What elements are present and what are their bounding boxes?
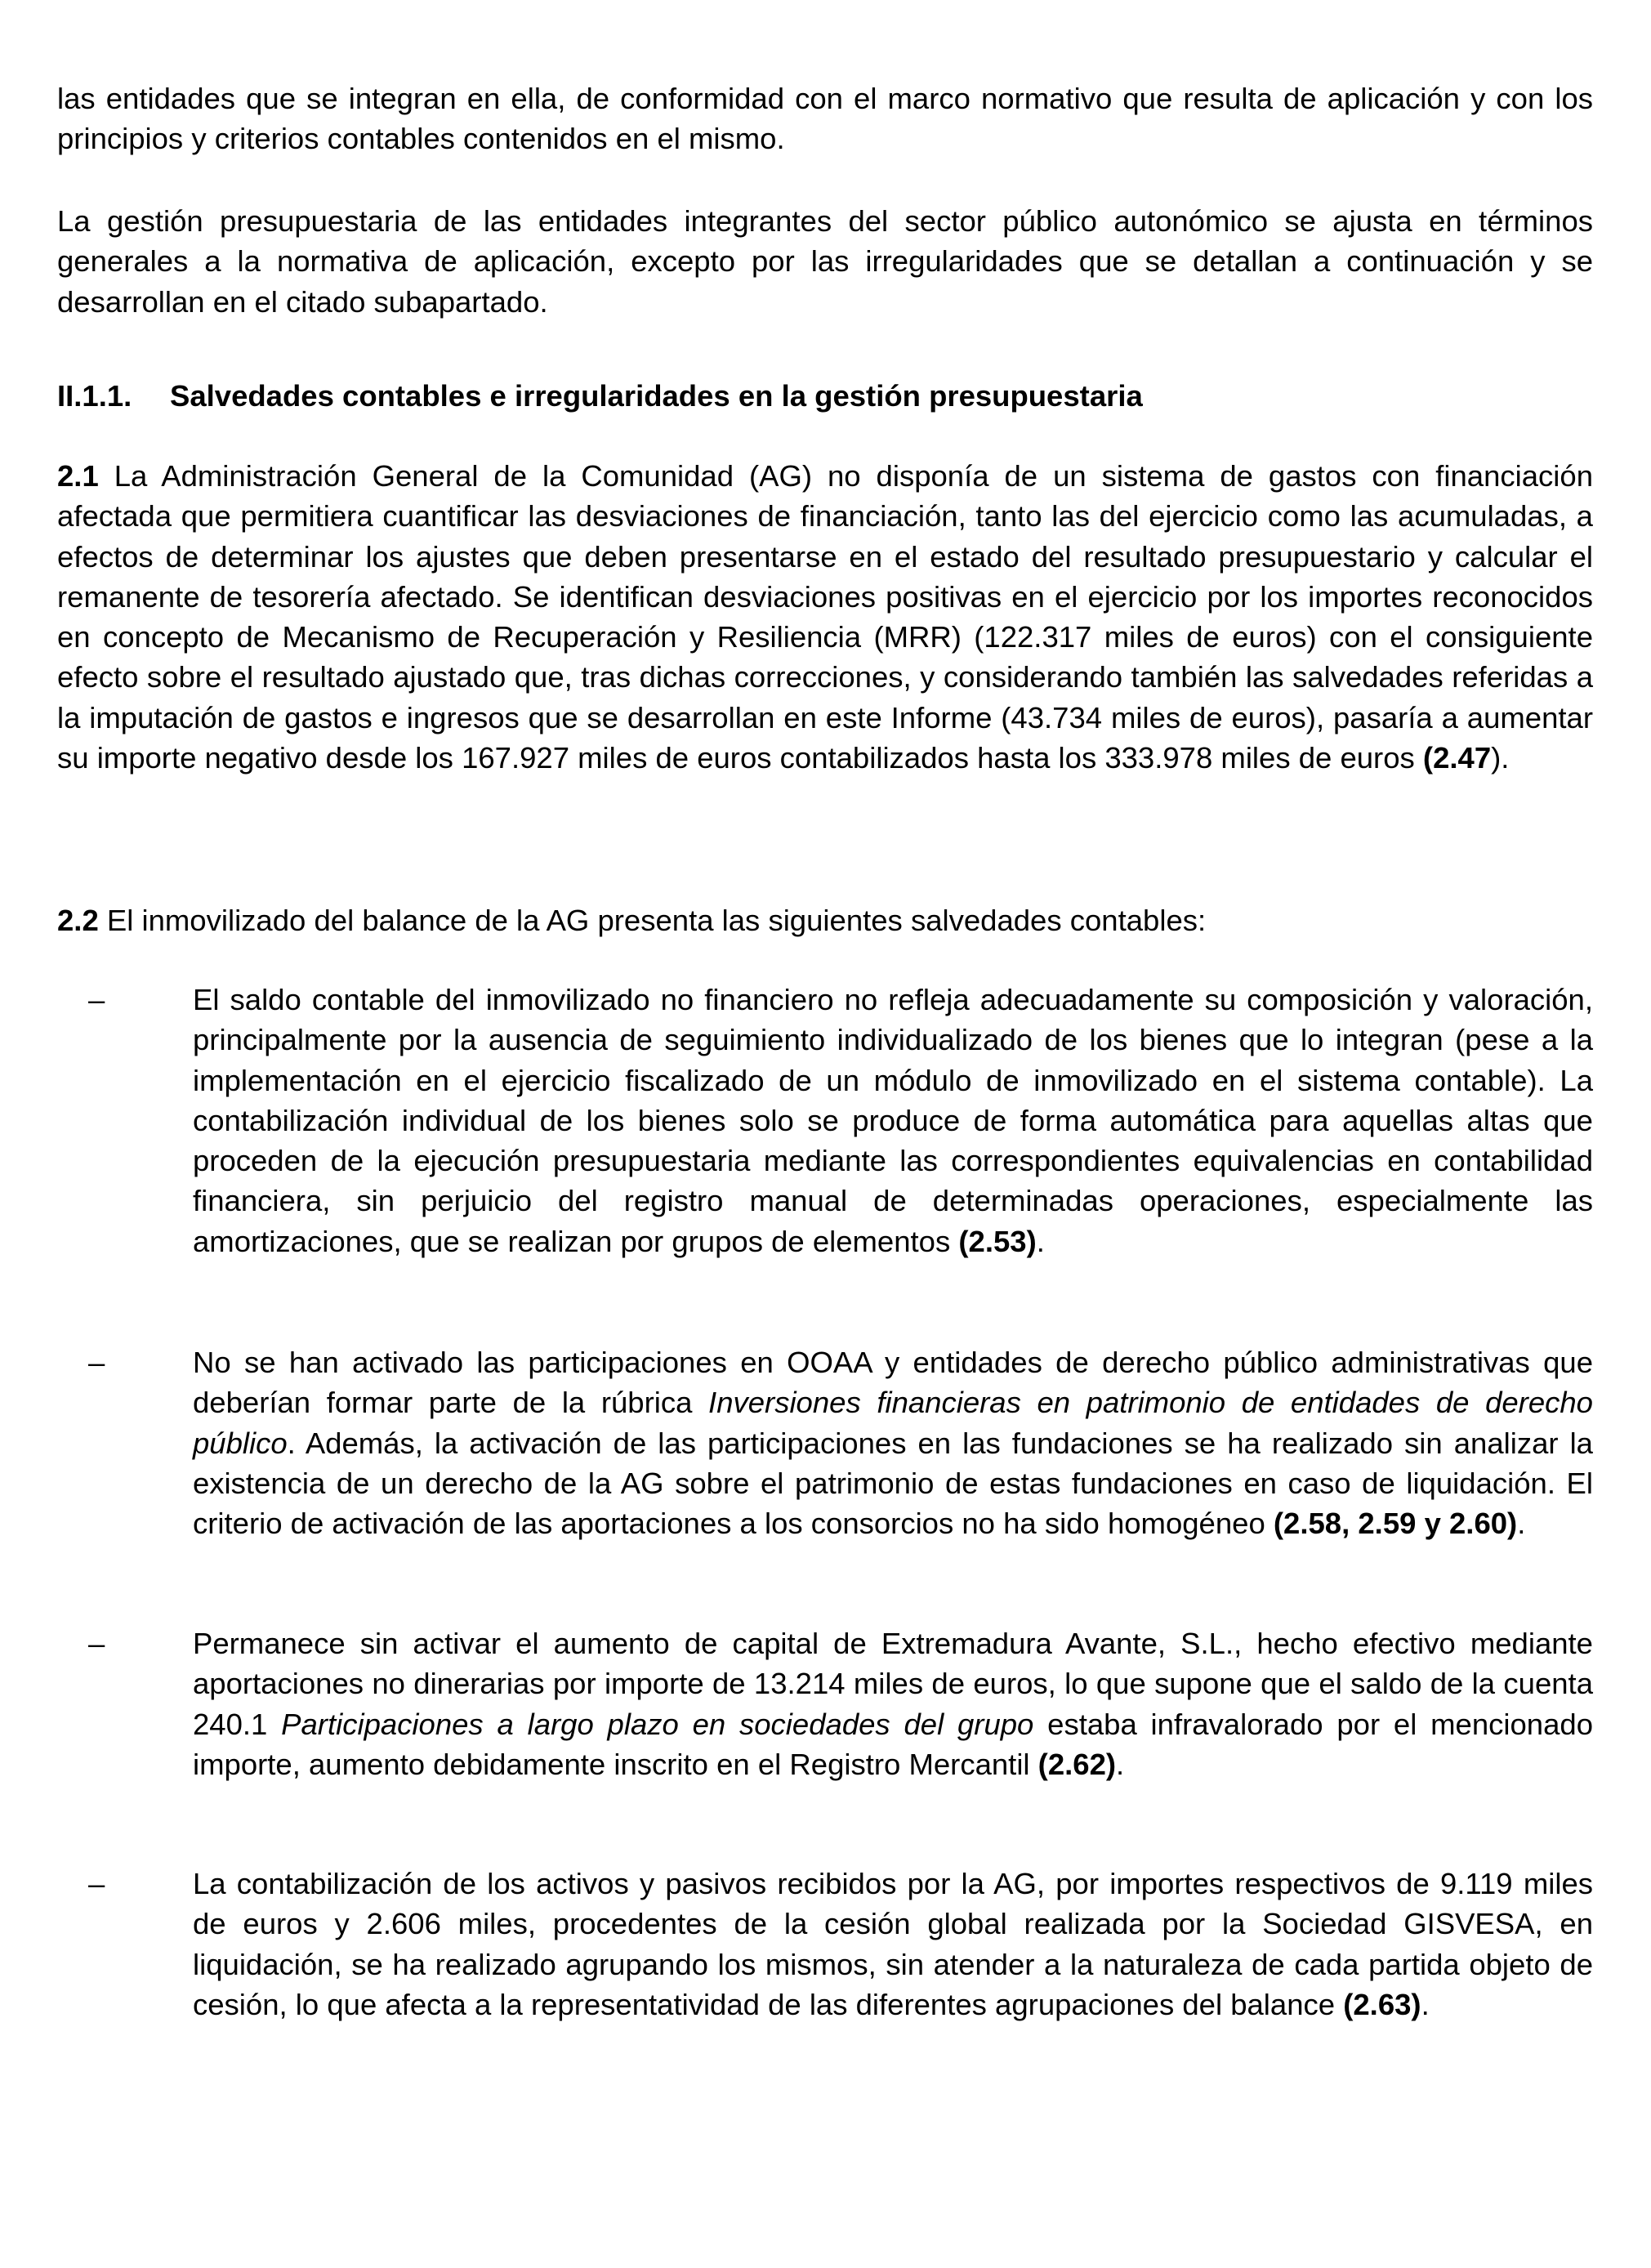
text-run: La Administración General de la Comunidad (AG) no disponía de un sistema de gastos con financiación afectada que permitiera cuantificar las desviaciones de financiación, tanto las del ejercicio como las acumuladas, a efectos de determinar los ajustes que deben presentarse en el estado del resultado presupuestario y calcular el remanente de tesorería afectado. Se identifican desviaciones positivas en el ejercicio por los importes reconocidos en concepto de Mecanismo de Recuperación y Resiliencia (MRR) (122.317 miles de euros) con el consiguiente efecto sobre el resultado ajustado que, tras dichas correcciones, y considerando también las salvedades referidas a la imputación de gastos e ingresos que se desarrollan en este Informe (43.734 miles de euros), pasaría a aumentar su importe negativo desde los 167.927 miles de euros contabilizados hasta los 333.978 miles de euros xyxy=(57,459,1593,775)
bold-text-run: (2.58, 2.59 y 2.60) xyxy=(1273,1507,1518,1541)
paragraph-budget-management xyxy=(57,201,1593,322)
text-run: las entidades que se integran en ella, de conformidad con el marco normativo que resulta de aplicación y con los principios y criterios contables contenidos en el mismo. xyxy=(57,82,1593,156)
bullet-text xyxy=(193,1627,1593,1781)
text-run: La contabilización de los activos y pasivos recibidos por la AG, por importes respectivos de 9.119 miles de euros y 2.606 miles, procedentes de la cesión global realizada por la Sociedad GISVESA, en liquidación, se ha realizado agrupando los mismos, sin atender a la naturaleza de cada partida objeto de cesión, lo que afecta a la representatividad de las diferentes agrupaciones del balance xyxy=(193,1867,1593,2021)
bold-text-run: (2.62) xyxy=(1037,1747,1117,1781)
text-run: . xyxy=(1116,1747,1125,1781)
bold-text-run: 2.1 xyxy=(57,459,99,493)
section-title: Salvedades contables e irregularidades en la gestión presupuestaria xyxy=(170,379,1143,413)
bullet-text xyxy=(193,1867,1593,2021)
text-run: estaba infravalorado por el mencionado importe, aumento debidamente inscrito en el Registro Mercantil xyxy=(193,1707,1593,1781)
bullet-dash: – xyxy=(88,1346,105,1379)
bullet-text xyxy=(193,1346,1593,1540)
italic-text-run: Inversiones financieras en patrimonio de entidades de derecho público xyxy=(193,1386,1593,1460)
bold-text-run: (2.47 xyxy=(1422,741,1492,775)
italic-text-run: Participaciones a largo plazo en sociedades del grupo xyxy=(281,1707,1034,1741)
text-run: Permanece sin activar el aumento de capital de Extremadura Avante, S.L., hecho efectivo mediante aportaciones no dinerarias por importe de 13.214 miles de euros, lo que supone que el saldo de la cuenta 240.1 xyxy=(193,1627,1593,1741)
bullet-item xyxy=(88,1342,1593,1543)
bullet-item xyxy=(88,1623,1593,1784)
bullet-item xyxy=(88,980,1593,1261)
bold-text-run: 2.2 xyxy=(57,904,99,937)
text-run: . xyxy=(1421,1987,1430,2021)
bullet-dash: – xyxy=(88,983,105,1016)
text-run: El inmovilizado del balance de la AG presenta las siguientes salvedades contables: xyxy=(98,904,1207,937)
bullet-dash: – xyxy=(88,1627,105,1660)
text-run: No se han activado las participaciones en OOAA y entidades de derecho público administrativas que deberían formar parte de la rúbrica xyxy=(193,1346,1593,1420)
text-run: . xyxy=(1036,1224,1045,1258)
section-heading xyxy=(57,376,1593,416)
text-run: . Además, la activación de las participaciones en las fundaciones se ha realizado sin analizar la existencia de un derecho de la AG sobre el patrimonio de estas fundaciones en caso de liquidación. El criterio de activación de las aportaciones a los consorcios no ha sido homogéneo xyxy=(193,1426,1593,1541)
section-number: II.1.1. xyxy=(57,379,132,413)
paragraph-2-2 xyxy=(57,900,1593,940)
text-run: La gestión presupuestaria de las entidades integrantes del sector público autonómico se ajusta en términos generales a la normativa de aplicación, excepto por las irregularidades que se detallan a continuación y se desarrollan en el citado subapartado. xyxy=(57,204,1593,319)
bold-text-run: (2.63) xyxy=(1343,1987,1421,2021)
bold-text-run: (2.53) xyxy=(958,1224,1037,1258)
bullet-text xyxy=(193,983,1593,1258)
paragraph-intro-continuation xyxy=(57,78,1593,159)
bullet-dash: – xyxy=(88,1867,105,1900)
text-run: . xyxy=(1517,1507,1526,1541)
text-run: ). xyxy=(1491,741,1510,775)
text-run: El saldo contable del inmovilizado no financiero no refleja adecuadamente su composición y valoración, principalmente por la ausencia de seguimiento individualizado de los bienes que lo integran (pese a la implementación en el ejercicio fiscalizado de un módulo de inmovilizado en el sistema contable). La contabilización individual de los bienes solo se produce de forma automática para aquellas altas que proceden de la ejecución presupuestaria mediante las correspondientes equivalencias en contabilidad financiera, sin perjuicio del registro manual de determinadas operaciones, especialmente las amortizaciones, que se realizan por grupos de elementos xyxy=(193,983,1593,1258)
bullet-item xyxy=(88,1864,1593,2025)
paragraph-2-1 xyxy=(57,456,1593,778)
